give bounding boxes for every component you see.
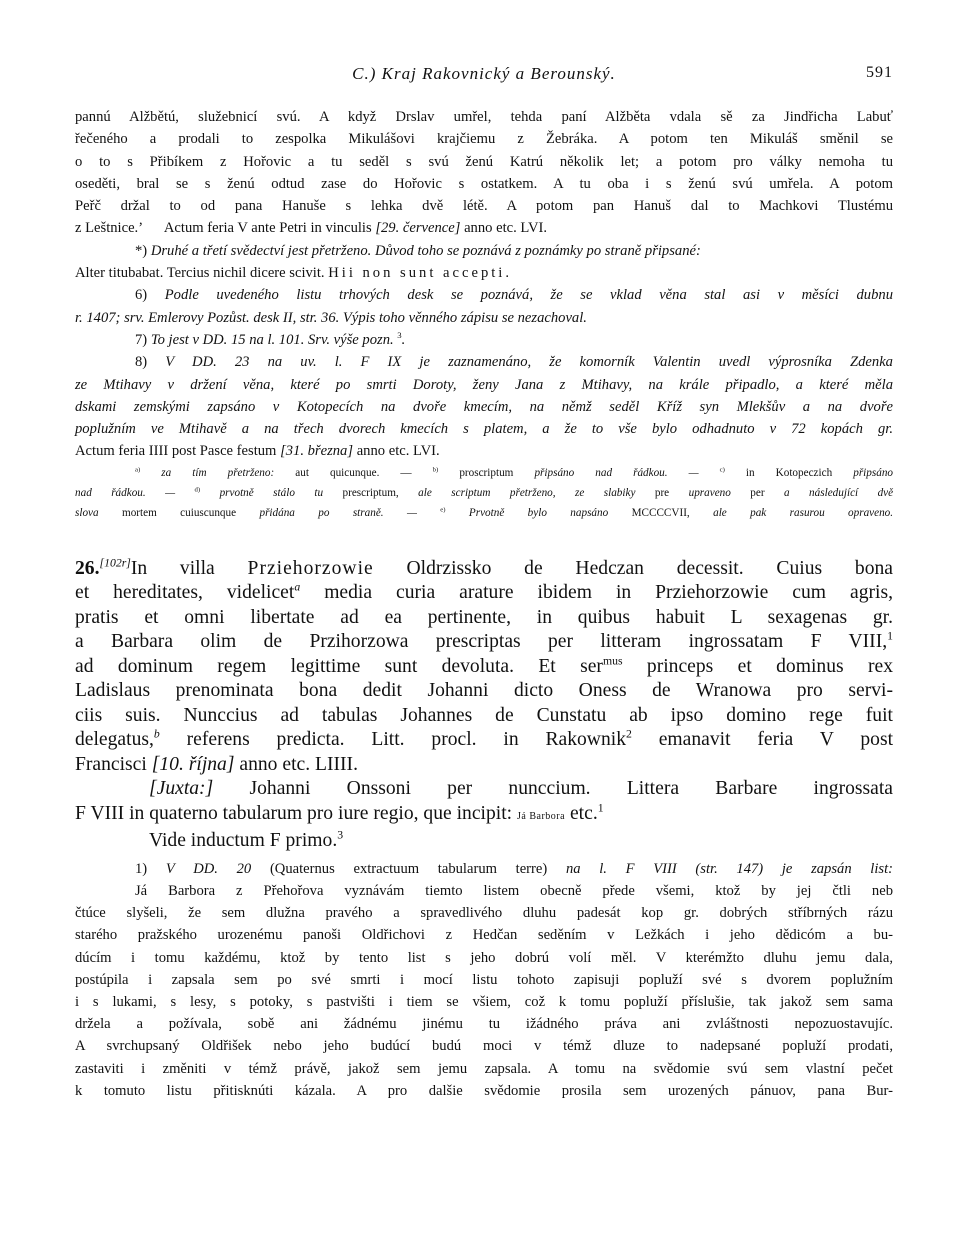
note-mark: a) bbox=[135, 466, 141, 474]
text-line bbox=[75, 262, 893, 284]
running-head-title: C.) Kraj Rakovnický a Berounský. bbox=[352, 64, 616, 83]
text-line: Já Barbora z Přehořova vyznávám tiemto listem obecně přede všemi, ktož by jej čtli neb bbox=[135, 882, 893, 899]
footnote-ref: 3 bbox=[337, 828, 344, 842]
running-head bbox=[75, 64, 893, 86]
footnote-7: 7) To jest v DD. 15 na l. 101. Srv. výše pozn. $^3$. bbox=[135, 330, 406, 348]
text-line: pratis et omni libertate ad ea pertinente, in quibus habuit L sexagenas gr. bbox=[75, 606, 893, 628]
text-line: oseděti, bral se s ženú odtud zase do Hořovic s ostatkem. A tu oba i s ženú svú umřela. A potom bbox=[75, 175, 893, 192]
note-mark: c) bbox=[719, 466, 725, 474]
text-fragment: prvotně stálo tu bbox=[219, 486, 324, 499]
text-fragment: prescriptum, bbox=[342, 486, 399, 499]
text-line: ciis suis. Nunccius ad tabulas Johannes de Cunstatu ab ipso domino rege fuit bbox=[75, 704, 893, 726]
text-fragment: Actum feria V ante Petri in vinculis bbox=[163, 220, 372, 237]
apparatus-ref: a bbox=[294, 580, 301, 594]
book-page bbox=[75, 64, 893, 1102]
text-fragment: anno etc. LIIII. bbox=[239, 753, 358, 775]
text-line bbox=[75, 728, 893, 753]
text-fragment: Hii non sunt accepti. bbox=[328, 265, 512, 282]
text-fragment: media curia arature ibidem in Prziehorzowie cum agris, bbox=[324, 582, 893, 604]
text-line: ze Mtihavy v držení věna, které po smrti Doroty, ženy Jana z Mtihavy, na krále připadlo, a které měla bbox=[75, 376, 893, 393]
text-line: A svrchupsaný Oldřišek nebo jeho budúcí budú moci v témž dluze to nadepsané popluží prodati, bbox=[75, 1038, 893, 1055]
text-line: pannú Alžbětú, služebnicí svú. A když Drslav umřel, tehda paní Alžběta vdala sě za Jindřicha Labuť bbox=[75, 109, 893, 125]
text-line: postúpila i zapsala sem po své smrti i mocí listu tohoto zapisuji popluží své s dvorem poplužním bbox=[75, 971, 893, 988]
text-fragment: Vide inductum F primo. bbox=[149, 830, 338, 852]
text-fragment: MCCCCVII, bbox=[631, 506, 690, 519]
text-fragment: ad dominum regem legittime sunt devoluta. Et ser bbox=[75, 655, 603, 677]
text-line bbox=[75, 655, 893, 680]
text-fragment: emanavit feria V post bbox=[658, 729, 894, 751]
text-line: o to s Přibíkem z Hořovic a tu seděl s svú ženú Katrú několik let; a potom pro války nemoha tu bbox=[75, 153, 893, 170]
apparatus-line bbox=[75, 503, 893, 523]
text-fragment: Francisci bbox=[75, 753, 147, 775]
text-fragment: Johanni Onssoni per nunccium. Littera Barbare ingrossata bbox=[249, 778, 893, 800]
text-fragment: (Quaternus extractuum tabularum terre) bbox=[269, 860, 548, 877]
text-line: dskami zemskými zapsáno v Kotopecích na dvoře kmecím, na němž seděl Kříž syn Mlekšův a na dvoře bbox=[75, 398, 893, 415]
footnote-star bbox=[75, 240, 893, 262]
text-line: k tomuto listu přitisknúti kázala. A pro dalšie svědomie prosila sem urozených pánuov, pana Bur- bbox=[75, 1082, 893, 1099]
footnote-mark: 7) bbox=[135, 331, 148, 348]
text-fragment: etc. bbox=[569, 802, 598, 824]
text-fragment: připsáno nad řádkou. — bbox=[534, 466, 699, 479]
text-line: držela a požívala, sobě ani žádnému jinému tu ižádného práva ani zvláštnosti nepozuostavujíc. bbox=[75, 1016, 893, 1033]
text-fragment: přetrženo, ze slabiky bbox=[509, 486, 636, 499]
text-fragment: In villa bbox=[130, 557, 215, 579]
text-fragment: z Leštnice.’ bbox=[75, 220, 142, 237]
text-fragment: Actum feria IIII post Pasce festum bbox=[75, 443, 277, 460]
text-fragment: princeps et dominus rex bbox=[646, 655, 893, 677]
text-fragment: [Juxta:] bbox=[149, 778, 214, 800]
apparatus-line bbox=[75, 463, 893, 483]
footnote-mark: *) bbox=[135, 242, 148, 259]
text-fragment: referens predicta. Litt. procl. in Rakownik bbox=[186, 729, 626, 751]
text-line bbox=[75, 802, 893, 830]
note-mark: b) bbox=[432, 466, 439, 474]
footnote-8 bbox=[75, 351, 893, 373]
text-fragment: Prvotně bylo napsáno bbox=[468, 506, 609, 519]
footnote-mark: 8) bbox=[135, 354, 148, 371]
footnote-text: Podle uvedeného listu trhových desk se poznává, že se vklad věna stal asi v měsíci dubnu bbox=[164, 287, 893, 304]
text-line: zastaviti i změniti v témž právě, jakož sem jemu zapsala. A tomu na svědomie svú sem vlastní pečet bbox=[75, 1060, 893, 1077]
text-fragment: nad řádkou. — bbox=[75, 486, 176, 499]
text-fragment: proscriptum bbox=[459, 466, 514, 479]
text-fragment: V DD. 20 bbox=[165, 860, 252, 877]
text-fragment: aut quicunque. — bbox=[295, 466, 412, 479]
text-line bbox=[75, 630, 893, 655]
text-fragment: anno etc. LVI. bbox=[464, 220, 548, 237]
date-gloss: [29. července] bbox=[375, 220, 461, 237]
date-gloss: [31. března] bbox=[280, 443, 354, 460]
footnote-6 bbox=[75, 284, 893, 306]
text-fragment: a Barbara olim de Przihorzowa prescriptas per litteram ingrossatam F VIII, bbox=[75, 631, 888, 653]
previous-entry-continuation bbox=[75, 106, 893, 523]
text-line bbox=[75, 777, 893, 802]
text-fragment: F VIII in quaterno tabularum pro iure regio, que incipit: bbox=[75, 802, 513, 824]
apparatus-ref: b bbox=[153, 727, 160, 741]
text-fragment: Oldrzissko de Hedczan decessit. Cuius bona bbox=[406, 557, 894, 579]
apparatus-line bbox=[75, 483, 893, 503]
footnote-mark: 1) bbox=[135, 860, 148, 877]
text-line: i s lukami, s lesy, s potoky, s pastvišti i tiem se všiem, což k tomu popluží příslušie, tak jakož sem sama bbox=[75, 993, 893, 1010]
text-line: čtúce slyšeli, že sem dlužna pravého a spravedlivého dluhu padesát kop gr. dobrých stříbrných rázu bbox=[75, 905, 893, 922]
date-gloss: [10. října] bbox=[151, 753, 235, 775]
text-line bbox=[75, 217, 893, 239]
text-fragment: in Kotopeczich bbox=[745, 466, 833, 479]
footnote-mark: 6) bbox=[135, 287, 148, 304]
text-fragment: mortem cuiuscunque bbox=[122, 506, 237, 519]
note-mark: e) bbox=[440, 506, 446, 514]
footnotes bbox=[75, 858, 893, 1102]
text-fragment: Alter titubabat. Tercius nichil dicere scivit. bbox=[75, 265, 325, 282]
text-fragment: upraveno bbox=[688, 486, 731, 499]
text-fragment: anno etc. LVI. bbox=[356, 443, 440, 460]
text-fragment: slova bbox=[75, 506, 99, 519]
text-fragment: přidána po straně. — bbox=[259, 506, 417, 519]
text-line: řečeného a prodali to zespolka Mikulášovi krajčiemu z Žebráka. A potom ten Mikuláš směnil se bbox=[75, 131, 893, 148]
text-fragment: na l. F VIII (str. 147) je zapsán list: bbox=[565, 860, 894, 877]
text-line: starého pražského urozenému panoši Oldřichovi z Hedčan seděním v Ležkách i jeho dědicóm a bu- bbox=[75, 927, 893, 944]
footnote-1 bbox=[75, 858, 893, 880]
footnote-text: V DD. 23 na uv. l. F IX je zaznamenáno, že komorník Valentin uvedl výprosníka Zdenka bbox=[165, 354, 893, 371]
text-line: Peřč držal to od pana Hanuše s lehka dvě létě. A potom pan Hanuš dal to Machkovi Tlustému bbox=[75, 198, 893, 215]
text-fragment: per bbox=[750, 486, 765, 499]
text-line bbox=[75, 557, 893, 582]
text-line bbox=[75, 581, 893, 606]
superscript: mus bbox=[602, 654, 623, 668]
apparatus-notes bbox=[75, 463, 893, 523]
text-fragment: připsáno bbox=[853, 466, 894, 479]
entry-26 bbox=[75, 557, 893, 854]
folio-mark: [102r] bbox=[99, 556, 131, 570]
text-fragment: pre bbox=[654, 486, 670, 499]
text-fragment: za tím přetrženo: bbox=[161, 466, 275, 479]
text-fragment: ale pak rasurou opraveno. bbox=[713, 506, 894, 519]
text-fragment: a následující dvě bbox=[784, 486, 894, 499]
footnote-text: To jest v DD. 15 na l. 101. Srv. výše pozn. bbox=[150, 331, 394, 348]
footnote-ref: 1 bbox=[887, 629, 893, 643]
text-fragment: et hereditates, videlicet bbox=[75, 582, 295, 604]
text-fragment: ale scriptum bbox=[418, 486, 491, 499]
text-fragment: Já Barbora bbox=[517, 810, 566, 822]
text-line: poplužním ve Mtihavě a na třech dvorech kmecích s platem, a že to vše bylo odhadnuto v 72 kopách gr. bbox=[75, 421, 893, 438]
text-fragment: Prziehorzowie bbox=[247, 557, 374, 579]
text-line bbox=[75, 753, 893, 778]
text-line bbox=[75, 307, 893, 329]
text-fragment: srv. Emlerovy Pozůst. desk II, str. 36. Výpis toho věnného zápisu se nezachoval. bbox=[124, 309, 587, 326]
text-fragment: r. 1407; bbox=[75, 309, 121, 326]
text-line: Ladislaus prenominata bona dedit Johanni dicto Oness de Wranowa pro servi- bbox=[75, 680, 893, 702]
footnote-ref: 3 bbox=[397, 330, 402, 341]
text-line bbox=[75, 829, 893, 854]
entry-number: 26. bbox=[75, 557, 100, 579]
text-line bbox=[75, 440, 893, 462]
text-line: dúcím i tomu každému, ktož by tento list s jeho dobrú volí měl. V kterémžto dluhu jemu dala, bbox=[75, 949, 893, 966]
footnote-text: Druhé a třetí svědectví jest přetrženo. Důvod toho se poznává z poznámky po straně připsané: bbox=[150, 242, 701, 259]
note-mark: d) bbox=[194, 486, 201, 494]
footnote-ref: 2 bbox=[626, 727, 632, 741]
footnote-ref: 1 bbox=[597, 801, 604, 815]
text-fragment: delegatus, bbox=[75, 729, 154, 751]
page-number: 591 bbox=[866, 64, 893, 81]
